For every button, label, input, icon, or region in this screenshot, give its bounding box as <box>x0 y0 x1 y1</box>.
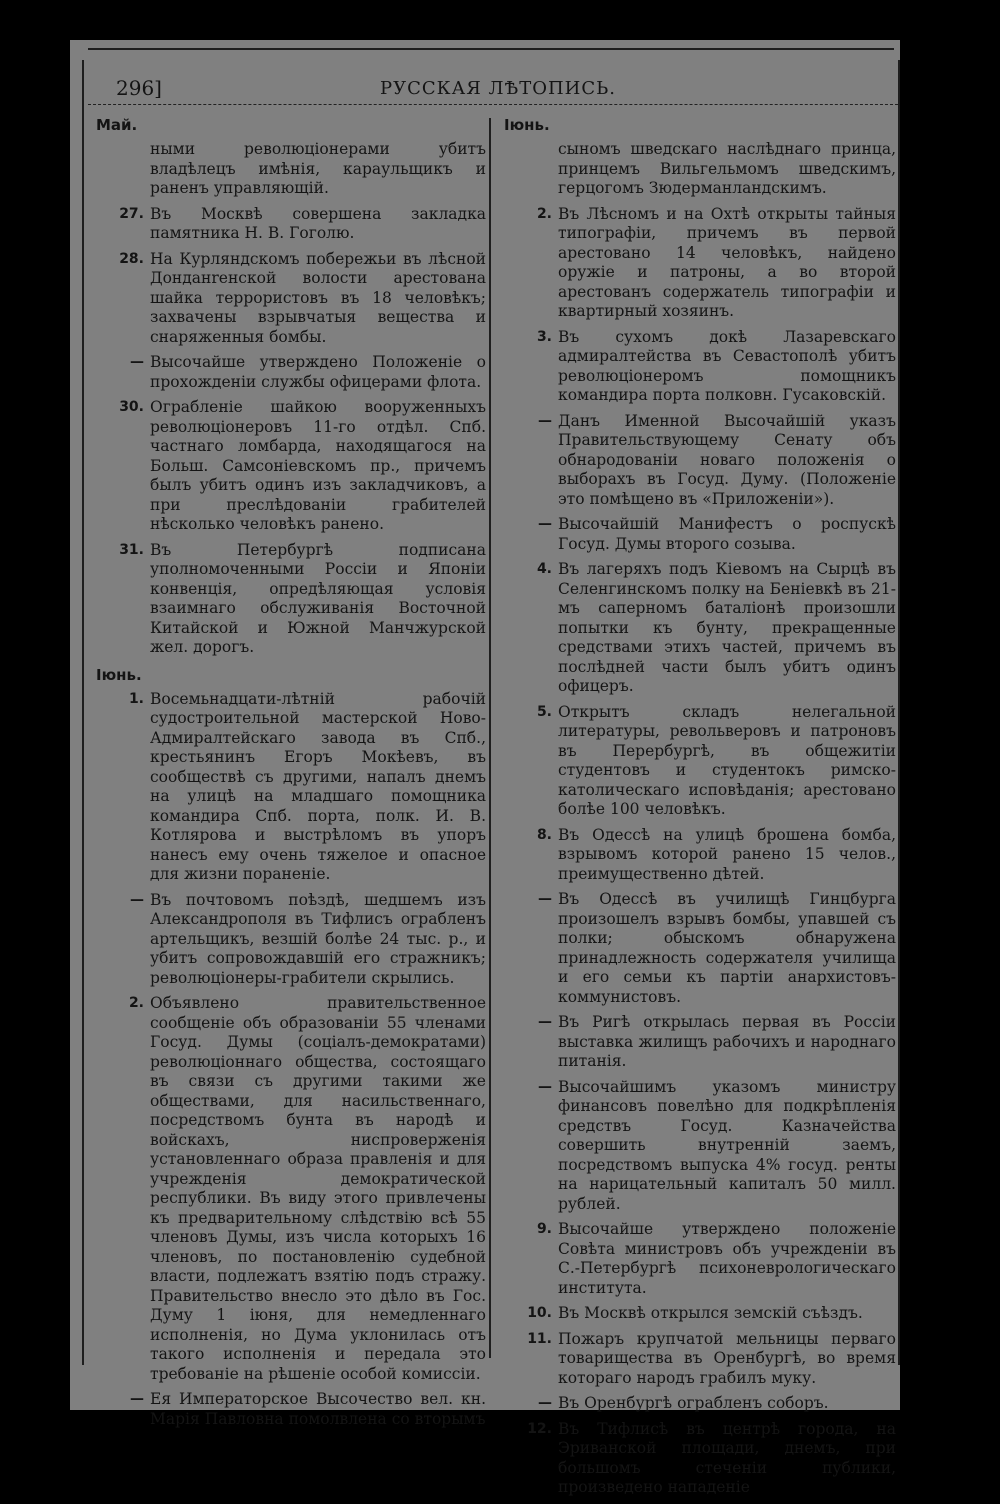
chronicle-entry <box>88 140 486 199</box>
entry-text: Въ Ригѣ открылась первая въ Россіи выставка жилищъ рабочихъ и народнаго питанія. <box>558 1013 896 1070</box>
entry-text: Высочайше утверждено Положеніе о прохожденіи службы офицерами флота. <box>150 353 486 391</box>
entry-date: 11. <box>527 1330 552 1347</box>
month-heading: Іюнь. <box>96 665 142 684</box>
entry-date: — <box>130 891 144 908</box>
entry-date: — <box>538 891 552 907</box>
entry-text: сыномъ шведскаго наслѣднаго принца, принцемъ Вильгельмомъ шведскимъ, герцогомъ Зюдерманландскимъ. <box>558 140 896 197</box>
chronicle-entry <box>496 826 896 885</box>
chronicle-entry <box>496 890 896 1007</box>
entry-text: Въ Лѣсномъ и на Охтѣ открыты тайныя типографіи, причемъ въ первой арестовано 14 человѣкъ, найдено оружіе и патроны, а во второй арестованъ содержатель типографіи и квартирный хозяинъ. <box>558 204 896 320</box>
right-column <box>496 116 896 1504</box>
entry-text: Въ Тифлисѣ въ центрѣ города, на Эриванской площади, днемъ, при большомъ стеченіи публики, произведено нападеніе <box>558 1419 896 1496</box>
entry-list <box>496 140 896 1498</box>
entry-text: Въ Одессѣ на улицѣ брошена бомба, взрывомъ которой ранено 15 челов., преимущественно дѣтей. <box>558 825 896 883</box>
chronicle-entry <box>496 1078 896 1215</box>
entry-text: Въ Петербургѣ подписана уполномоченными Россіи и Японіи конвенція, опредѣляющая условія взаимнаго обслуживанія Восточной Китайской и Южной Манчжурской жел. дорогъ. <box>150 540 486 656</box>
chronicle-entry <box>496 1013 896 1072</box>
chronicle-entry <box>88 891 486 989</box>
entry-text: Въ Москвѣ совершена закладка памятника Н. В. Гоголю. <box>150 204 486 242</box>
entry-date: 4. <box>536 561 552 577</box>
entry-text: Ограбленіе шайкою вооруженныхъ революціонеровъ 11-го отдѣл. Спб. частнаго ломбарда, находящагося на Больш. Самсоніевскомъ пр., причемъ былъ убитъ одинъ изъ закладчиковъ, а при преслѣдованіи грабителей нѣсколько человѣкъ ранено. <box>150 398 486 533</box>
entry-date: — <box>538 516 552 532</box>
entry-text: Высочайшій Манифестъ о роспускѣ Госуд. Думы второго созыва. <box>558 515 896 553</box>
entry-date: 10. <box>527 1305 552 1321</box>
entry-text: ными революціонерами убитъ владѣлецъ имѣнія, караульщикъ и раненъ управляющій. <box>150 140 486 197</box>
frame-right-rule <box>898 60 900 1365</box>
entry-text: Въ почтовомъ поѣздѣ, шедшемъ изъ Александрополя въ Тифлисъ ограбленъ артельщикъ, везшій болѣе 24 тыс. р., и убитъ сопровождавшій его стражникъ; революціонеры-грабители скрылись. <box>150 890 486 987</box>
entry-list <box>88 140 486 658</box>
entry-text: Ея Императорское Высочество вел. кн. Марія Павловна помолвлена со вторымъ <box>150 1390 486 1428</box>
entry-date: 2. <box>536 205 552 222</box>
chronicle-entry <box>496 140 896 199</box>
entry-date: 8. <box>536 826 552 843</box>
entry-text: Высочайшимъ указомъ министру финансовъ повелѣно для подкрѣпленія средствъ Госуд. Казначейства совершить внутренній заемъ, посредствомъ выпуска 4% госуд. ренты на нарицательный капиталъ 50 милл. рублей. <box>558 1077 896 1213</box>
entry-date: 30. <box>119 399 144 415</box>
entry-text: На Курляндскомъ побережьи въ лѣсной Донданrенской волости арестована шайка террористовъ въ 18 человѣкъ; захвачены взрывчатыя вещества и снаряженныя бомбы. <box>150 249 486 346</box>
entry-text: Пожаръ крупчатой мельницы перваго товарищества въ Оренбургѣ, во время котораго народъ грабилъ муку. <box>558 1329 896 1387</box>
entry-date: — <box>538 1078 552 1095</box>
chronicle-entry <box>496 703 896 820</box>
chronicle-entry <box>496 412 896 510</box>
entry-date: 9. <box>536 1221 552 1237</box>
running-title: РУССКАЯ ЛѢТОПИСЬ. <box>380 78 616 99</box>
entry-text: Въ Оренбургѣ ограбленъ соборъ. <box>558 1394 829 1412</box>
frame-left-rule <box>82 60 84 1365</box>
entry-list <box>88 690 486 1430</box>
chronicle-entry <box>88 250 486 348</box>
entry-date: 3. <box>536 328 552 345</box>
entry-date: 28. <box>119 250 144 267</box>
chronicle-entry <box>496 1394 896 1414</box>
entry-text: Въ сухомъ докѣ Лазаревскаго адмиралтейства въ Севастополѣ убитъ революціонеромъ помощникъ командира порта полковн. Гусаковскій. <box>558 327 896 404</box>
chronicle-entry <box>496 1330 896 1389</box>
column-divider <box>489 118 491 1358</box>
entry-text: Въ Москвѣ открылся земскій съѣздъ. <box>558 1304 863 1322</box>
chronicle-entry <box>496 205 896 322</box>
entry-text: Данъ Именной Высочайшій указъ Правительствующему Сенату объ обнародованіи новаго положенія о выборахъ въ Госуд. Думу. (Положеніе это помѣщено въ «Приложеніи»). <box>558 411 896 508</box>
entry-date: 5. <box>536 703 552 720</box>
entry-date: — <box>538 412 552 429</box>
chronicle-entry <box>496 1220 896 1298</box>
chronicle-entry <box>496 515 896 554</box>
frame-top-rule <box>88 48 894 50</box>
entry-text: Въ лагеряхъ подъ Кіевомъ на Сырцѣ въ Селенгинскомъ полку на Бенiевкѣ въ 21-мъ саперномъ баталіонѣ произошли попытки къ бунту, прекращенные средствами этихъ частей, причемъ въ послѣдней части былъ убитъ одинъ офицеръ. <box>558 560 896 695</box>
chronicle-entry <box>496 560 896 697</box>
chronicle-entry <box>88 541 486 658</box>
entry-date: — <box>130 1391 144 1407</box>
header-rule <box>88 104 898 105</box>
chronicle-entry <box>88 1390 486 1429</box>
entry-text: Восемьнадцати-лѣтній рабочій судостроительной мастерской Ново-Адмиралтейскаго завода въ Спб., крестьянинъ Егоръ Мокѣевъ, въ сообществѣ съ другими, напалъ днемъ на улицѣ на младшаго помощника командира Спб. порта, полк. И. В. Котлярова и выстрѣломъ въ упоръ нанесъ ему очень тяжелое и опасное для жизни пораненіе. <box>150 689 486 883</box>
entry-date: 27. <box>119 205 144 222</box>
month-heading: Іюнь. <box>504 116 550 134</box>
chronicle-entry <box>496 328 896 406</box>
entry-text: Высочайше утверждено положеніе Совѣта министровъ объ учрежденіи въ С.-Петербургѣ психоневрологическаго института. <box>558 1220 896 1297</box>
entry-date: 1. <box>128 690 144 707</box>
chronicle-entry <box>88 994 486 1384</box>
entry-text: Объявлено правительственное сообщеніе объ образованіи 55 членами Госуд. Думы (соціалъ-демократами) революціоннаго общества, состоящаго въ связи съ другими такими же обществами, для насильственнаго, посредствомъ бунта въ народѣ и войскахъ, ниспроверженія установленнаго образа правленія и для учрежденія демократической республики. Въ виду этого привлечены къ предварительному слѣдствію всѣ 55 членовъ Думы, изъ числа которыхъ 16 членовъ, по постановленію судебной власти, подлежатъ взятію подъ стражу. Правительство внесло это дѣло въ Гос. Думу 1 іюня, для немедленнаго исполненія, но Дума уклонилась отъ такого исполненія и передала это требованіе на рѣшеніе особой комиссіи. <box>150 994 486 1383</box>
entry-text: Открытъ складъ нелегальной литературы, револьверовъ и патроновъ въ Перербургѣ, въ общежитіи студентовъ и студентокъ римско-католическаго исповѣданія; арестовано болѣе 100 человѣкъ. <box>558 702 896 818</box>
entry-date: — <box>538 1395 552 1411</box>
entry-date: 12. <box>527 1420 552 1437</box>
left-column <box>88 116 486 1435</box>
entry-date: 31. <box>119 541 144 558</box>
entry-date: 2. <box>128 995 144 1011</box>
chronicle-entry <box>88 398 486 535</box>
entry-date: — <box>130 354 144 370</box>
entry-date: — <box>538 1014 552 1030</box>
chronicle-entry <box>88 353 486 392</box>
entry-text: Въ Одессѣ въ училищѣ Гинцбурга произошелъ взрывъ бомбы, упавшей съ полки; обыскомъ обнаружена принадлежность содержателя училища и его семьи къ партіи анархистовъ-коммунистовъ. <box>558 890 896 1006</box>
month-heading: Май. <box>96 116 138 134</box>
chronicle-entry <box>88 690 486 885</box>
chronicle-entry <box>88 205 486 244</box>
page-number: 296] <box>116 76 162 100</box>
chronicle-entry <box>496 1304 896 1324</box>
chronicle-entry <box>496 1420 896 1498</box>
